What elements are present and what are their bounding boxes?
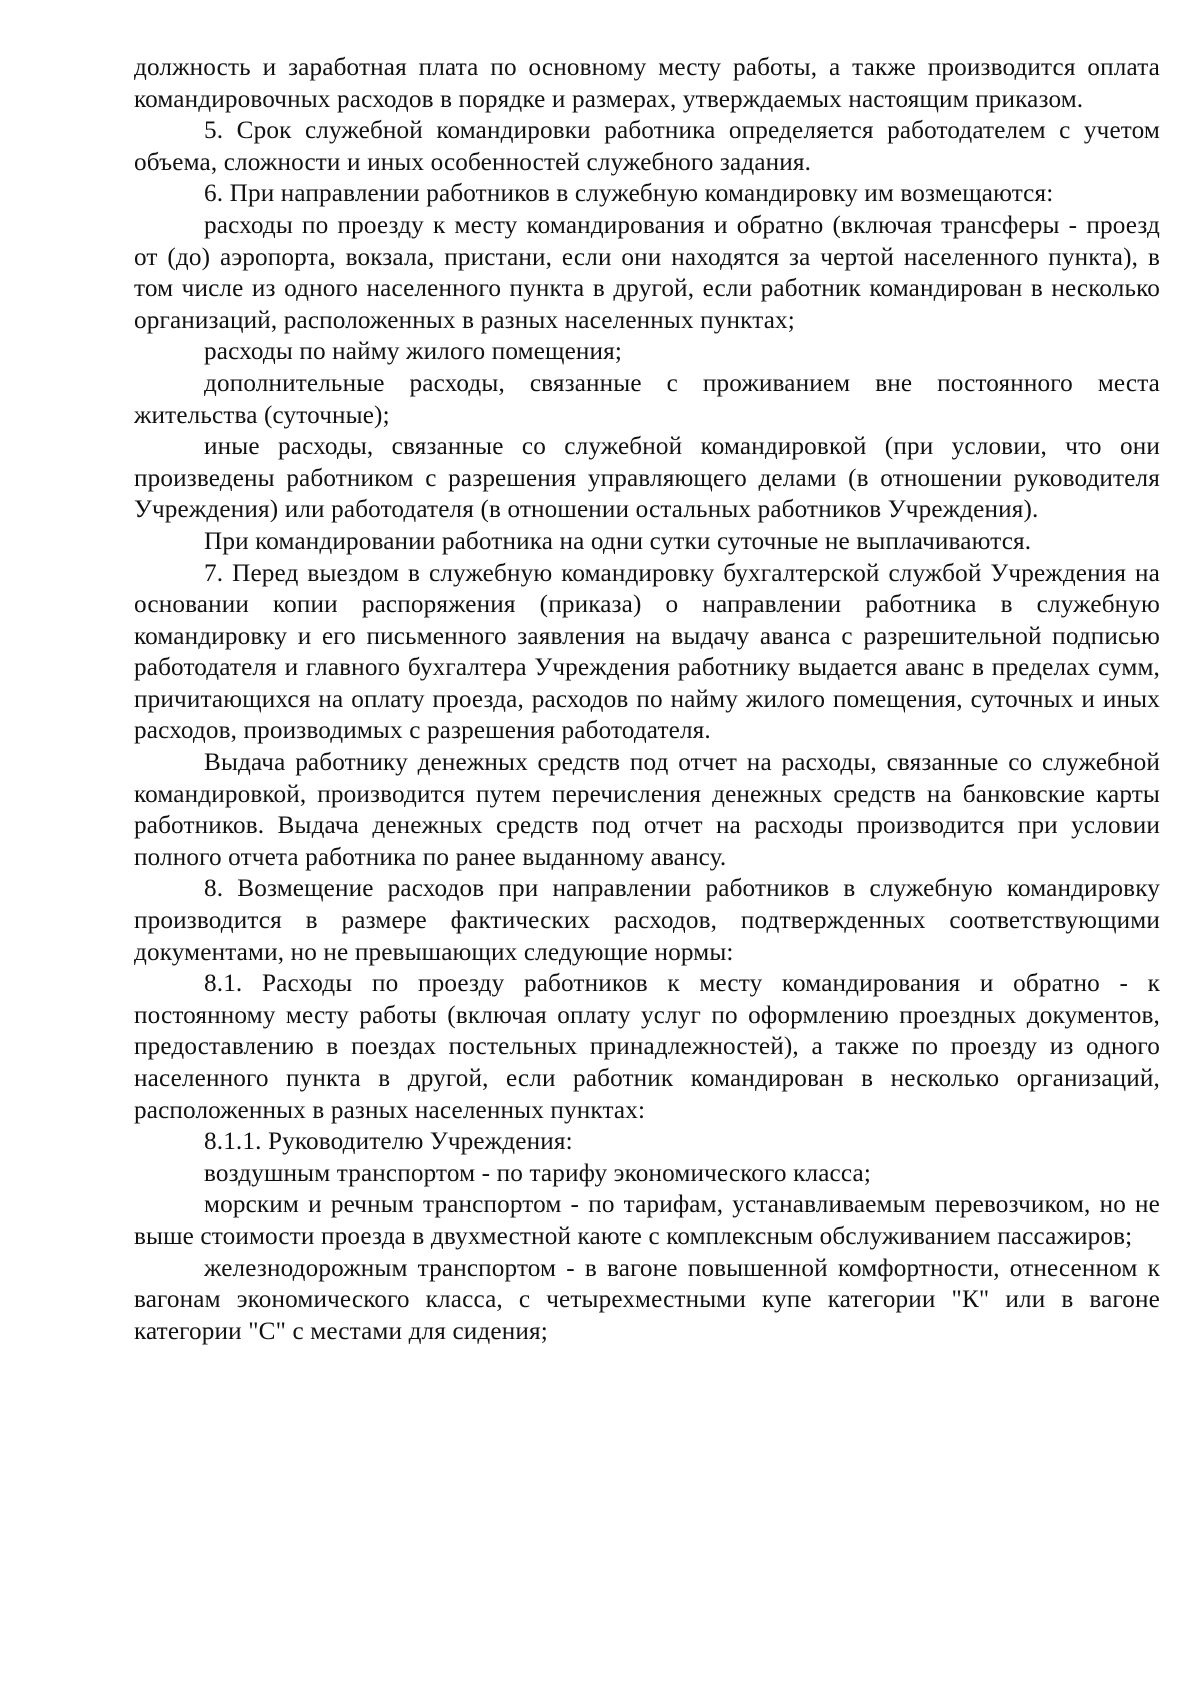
paragraph-item-5: 5. Срок служебной командировки работника определяется работодателем с учетом объема, сложности и иных особенностей служебного задания. [134, 117, 1160, 176]
paragraph-air-transport: воздушным транспортом - по тарифу экономического класса; [204, 1159, 871, 1187]
paragraph-travel-expenses: расходы по проезду к месту командирования и обратно (включая трансферы - проезд от (до) аэропорта, вокзала, пристани, если они находятся за чертой населенного пункта), в том числе из одного населенного пункта в другой, если работник командирован в несколько организаций, расположенных в разных населенных пунктах; [134, 211, 1160, 334]
paragraph-continuation: должность и заработная плата по основному месту работы, а также производится оплата командировочных расходов в порядке и размерах, утверждаемых настоящим приказом. [134, 54, 1160, 113]
paragraph-advance-payment: Выдача работнику денежных средств под отчет на расходы, связанные со служебной командировкой, производится путем перечисления денежных средств на банковские карты работников. Выдача денежных средств под отчет на расходы производится при условии полного отчета работника по ранее выданному авансу. [134, 749, 1160, 871]
paragraph-item-8-1-1: 8.1.1. Руководителю Учреждения: [204, 1128, 573, 1156]
document-page [134, 52, 1160, 1347]
paragraph-rail-transport: железнодорожным транспортом - в вагоне повышенной комфортности, отнесенном к вагонам экономического класса, с четырехместными купе категории "К" или в вагоне категории "С" с местами для сидения; [134, 1254, 1160, 1345]
paragraph-item-6: 6. При направлении работников в служебную командировку им возмещаются: [204, 180, 1054, 208]
paragraph-daily-allowance: дополнительные расходы, связанные с проживанием вне постоянного места жительства (суточные); [134, 369, 1160, 429]
paragraph-housing-expenses: расходы по найму жилого помещения; [204, 338, 623, 366]
paragraph-item-8: 8. Возмещение расходов при направлении работников в служебную командировку производится в размере фактических расходов, подтвержденных соответствующими документами, но не превышающих следующие нормы: [134, 875, 1160, 966]
paragraph-sea-river-transport: морским и речным транспортом - по тарифам, устанавливаемым перевозчиком, но не выше стоимости проезда в двухместной каюте с комплексным обслуживанием пассажиров; [134, 1191, 1160, 1250]
paragraph-other-expenses: иные расходы, связанные со служебной командировкой (при условии, что они произведены работником с разрешения управляющего делами (в отношении руководителя Учреждения) или работодателя (в отношении остальных работников Учреждения). [134, 433, 1160, 524]
paragraph-item-8-1: 8.1. Расходы по проезду работников к месту командирования и обратно - к постоянному месту работы (включая оплату услуг по оформлению проездных документов, предоставлению в поездах постельных принадлежностей), а также по проезду из одного населенного пункта в другой, если работник командирован в несколько организаций, расположенных в разных населенных пунктах: [134, 970, 1160, 1124]
paragraph-one-day-rule: При командировании работника на одни сутки суточные не выплачиваются. [204, 527, 1032, 555]
paragraph-item-7: 7. Перед выездом в служебную командировку бухгалтерской службой Учреждения на основании копии распоряжения (приказа) о направлении работника в служебную командировку и его письменного заявления на выдачу аванса с разрешительной подписью работодателя и главного бухгалтера Учреждения работнику выдается аванс в пределах сумм, причитающихся на оплату проезда, расходов по найму жилого помещения, суточных и иных расходов, производимых с разрешения работодателя. [134, 559, 1160, 745]
